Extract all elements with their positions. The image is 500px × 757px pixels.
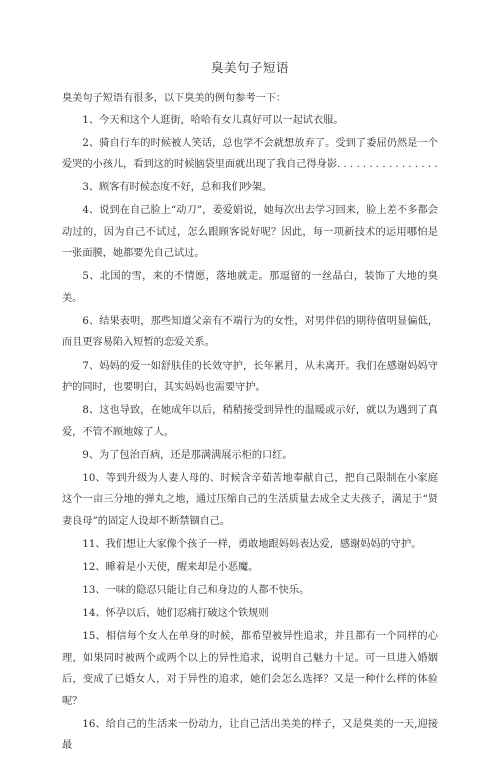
list-item-6: 6、结果表明，那些知道父亲有不端行为的女性，对男伴侣的期待值明显偏低，而且更容易陷入短暂的恋爱关系。 bbox=[62, 315, 438, 349]
list-item-4: 4、说到在自己脸上“动刀”，姜爱娟说，她每次出去学习回来，脸上差不多都会动过的，因为自己不试过，怎么跟顾客说好呢？因此，每一项新技术的运用哪怕是一张面膜，她都要先自己试过。 bbox=[62, 205, 438, 260]
list-item-16: 16、给自己的生活来一份动力，让自己活出美美的样子，又是臭美的一天,迎接最 bbox=[62, 718, 438, 752]
list-item-14: 14、怀孕以后，她们忍痛打破这个铁规则 bbox=[82, 608, 269, 620]
list-item-15: 15、相信每个女人在单身的时候，都希望被异性追求，并且都有一个同样的心理，如果同时被两个或两个以上的异性追求，说明自己魅力十足。可一旦进入婚姻后，变成了已婚女人，对于异性的追求，她们会怎么选择？又是一种什么样的体验呢？ bbox=[62, 631, 438, 707]
list-item-2: 2、骑自行车的时候被人笑话，总也学不会就想放弃了。受到了委屈仍然是一个爱哭的小孩儿，看到这的时候脑袋里面就出现了我自己得身影. . . . . . . . . . . . . . . . bbox=[62, 137, 438, 171]
list-item-8: 8、这也导致，在她成年以后，稍稍接受到异性的温暖或示好，就以为遇到了真爱，不管不顾地嫁了人。 bbox=[62, 405, 438, 438]
list-item-1: 1、今天和这个人逛街，哈哈有女儿真好可以一起试衣服。 bbox=[82, 114, 344, 126]
list-item-11: 11、我们想让大家像个孩子一样，勇敢地跟妈妈表达爱，感谢妈妈的守护。 bbox=[82, 538, 422, 550]
intro-text: 臭美句子短语有很多，以下臭美的例句参考一下： bbox=[62, 93, 287, 104]
list-item-10: 10、等到升级为人妻人母的、时候含辛茹苦地奉献自己，把自己限制在小家庭这个一亩三分地的弹丸之地，通过压缩自己的生活质量去成全丈夫孩子，满足于“贤妻良母”的固定人设却不断禁锢自己。 bbox=[62, 472, 438, 527]
list-item-5: 5、北国的雪，来的不情愿，落地就走。那逗留的一丝晶白，装饰了大地的臭美。 bbox=[62, 271, 438, 304]
list-item-7: 7、妈妈的爱一如舒肤佳的长效守护，长年累月，从未离开。我们在感谢妈妈守护的同时，也要明白，其实妈妈也需要守护。 bbox=[62, 360, 438, 394]
list-item-3: 3、顾客有时候态度不好，总和我们吵架。 bbox=[82, 182, 273, 194]
list-item-13: 13、一味的隐忍只能让自己和身边的人都不快乐。 bbox=[82, 585, 310, 597]
list-item-9: 9、为了包治百病，还是那满满展示柜的口红。 bbox=[82, 449, 293, 461]
list-item-12: 12、睡着是小天使，醒来却是小恶魔。 bbox=[82, 562, 259, 574]
document-title: 臭美句子短语 bbox=[210, 60, 289, 75]
